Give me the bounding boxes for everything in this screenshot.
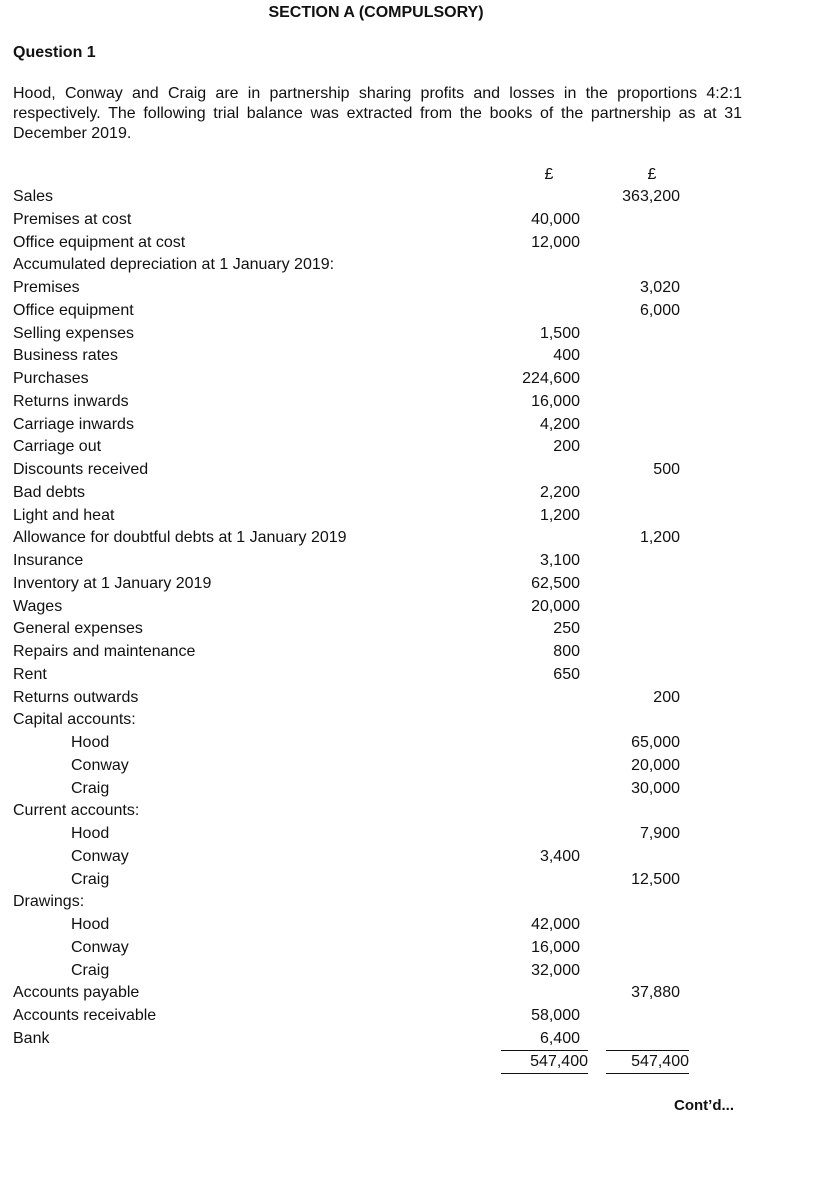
row-label: General expenses (13, 620, 143, 638)
debit-total: 547,400 (501, 1050, 588, 1074)
row-label: Business rates (13, 347, 118, 365)
row-debit: 3,100 (539, 552, 580, 569)
row-credit: 20,000 (631, 756, 680, 774)
trial-balance-row (13, 277, 703, 300)
row-debit: 224,600 (522, 370, 580, 387)
trial-balance-row (13, 550, 703, 573)
row-label: Carriage inwards (13, 415, 134, 433)
row-debit: 58,000 (531, 1007, 580, 1024)
row-credit: 363,200 (622, 188, 680, 205)
row-label: Office equipment at cost (13, 233, 186, 251)
trial-balance-row (13, 664, 703, 687)
trial-balance-row (13, 846, 703, 869)
row-label: Bank (13, 1029, 50, 1047)
trial-balance-row (13, 800, 703, 823)
row-credit: 1,200 (639, 529, 680, 547)
trial-balance-row (13, 937, 703, 960)
row-label: Conway (71, 938, 129, 956)
credit-total: 547,400 (606, 1050, 689, 1074)
trial-balance-row (13, 323, 703, 346)
trial-balance-row (13, 823, 703, 846)
trial-balance-row (13, 755, 703, 778)
trial-balance-row (13, 232, 703, 255)
row-credit: 500 (653, 461, 680, 478)
row-label: Light and heat (13, 506, 115, 524)
trial-balance-row (13, 914, 703, 937)
row-label: Craig (71, 870, 110, 888)
row-debit: 62,500 (531, 574, 580, 592)
row-label: Premises at cost (13, 210, 132, 228)
row-debit: 250 (553, 620, 580, 638)
trial-balance-row (13, 641, 703, 664)
row-credit: 6,000 (639, 301, 680, 319)
trial-balance-row (13, 209, 703, 232)
trial-balance-row (13, 778, 703, 801)
row-label: Capital accounts: (13, 711, 136, 729)
trial-balance-row (13, 368, 703, 391)
trial-balance-row (13, 414, 703, 437)
row-debit: 12,000 (531, 233, 580, 251)
trial-balance-row (13, 527, 703, 550)
row-label: Discounts received (13, 461, 149, 478)
row-label: Returns inwards (13, 392, 129, 410)
credit-column-header: £ (647, 166, 657, 183)
section-heading: SECTION A (COMPULSORY) (268, 4, 484, 21)
row-credit: 30,000 (631, 779, 680, 797)
row-label: Accounts payable (13, 984, 140, 1002)
trial-balance-row (13, 573, 703, 596)
row-label: Hood (71, 916, 110, 933)
row-debit: 16,000 (531, 938, 580, 956)
trial-balance-row (13, 687, 703, 710)
row-label: Craig (71, 961, 110, 979)
row-label: Hood (71, 825, 110, 842)
row-label: Office equipment (13, 301, 134, 319)
row-label: Bad debts (13, 483, 86, 501)
row-debit: 20,000 (531, 597, 580, 615)
row-label: Conway (71, 847, 129, 865)
row-label: Hood (71, 734, 110, 751)
trial-balance-row (13, 391, 703, 414)
row-credit: 200 (653, 688, 680, 706)
row-debit: 42,000 (531, 916, 580, 933)
row-debit: 6,400 (539, 1029, 580, 1047)
trial-balance-row (13, 709, 703, 732)
row-debit: 3,400 (539, 847, 580, 865)
trial-balance-row (13, 436, 703, 459)
row-label: Accumulated depreciation at 1 January 2019: (13, 256, 335, 274)
debit-column-header: £ (544, 166, 554, 183)
row-credit: 3,020 (639, 279, 680, 296)
row-label: Inventory at 1 January 2019 (13, 574, 212, 592)
row-label: Drawings: (13, 893, 85, 911)
row-credit: 7,900 (639, 825, 680, 842)
row-debit: 32,000 (531, 961, 580, 979)
row-debit: 400 (553, 347, 580, 365)
row-label: Carriage out (13, 438, 102, 456)
trial-balance-row (13, 618, 703, 641)
trial-balance-row (13, 982, 703, 1005)
trial-balance-row (13, 186, 703, 209)
trial-balance-row (13, 459, 703, 482)
row-label: Premises (13, 279, 80, 296)
continued-note: Cont’d... (674, 1097, 734, 1114)
row-debit: 16,000 (531, 392, 580, 410)
row-label: Purchases (13, 370, 89, 387)
row-credit: 12,500 (631, 870, 680, 888)
trial-balance-row (13, 1028, 703, 1051)
question-title: Question 1 (13, 44, 96, 61)
trial-balance-row (13, 891, 703, 914)
trial-balance-row (13, 732, 703, 755)
row-label: Accounts receivable (13, 1007, 157, 1024)
row-label: Sales (13, 188, 54, 205)
trial-balance-row (13, 300, 703, 323)
trial-balance-row (13, 596, 703, 619)
row-label: Conway (71, 756, 129, 774)
trial-balance-row (13, 1005, 703, 1028)
trial-balance-list (13, 186, 703, 1051)
row-label: Selling expenses (13, 324, 134, 342)
trial-balance-row (13, 869, 703, 892)
question-intro: Hood, Conway and Craig are in partnership sharing profits and losses in the proportions 4:2:1 respectively. The following trial balance was extracted from the books of the partnership as at 31 December 2019. (13, 85, 742, 142)
row-label: Rent (13, 665, 47, 683)
trial-balance-row (13, 960, 703, 983)
trial-balance-totals (13, 1050, 703, 1074)
row-label: Repairs and maintenance (13, 643, 196, 660)
row-debit: 200 (553, 438, 580, 456)
trial-balance-row (13, 345, 703, 368)
row-debit: 1,500 (539, 324, 580, 342)
row-label: Wages (13, 597, 63, 615)
row-credit: 65,000 (631, 734, 680, 751)
row-label: Current accounts: (13, 802, 140, 820)
row-debit: 4,200 (539, 415, 580, 433)
row-debit: 2,200 (539, 483, 580, 501)
row-debit: 800 (553, 643, 580, 660)
row-label: Craig (71, 779, 110, 797)
row-label: Insurance (13, 552, 84, 569)
row-debit: 1,200 (539, 506, 580, 524)
row-debit: 40,000 (531, 210, 580, 228)
row-debit: 650 (553, 665, 580, 683)
row-label: Returns outwards (13, 688, 139, 706)
trial-balance-row (13, 482, 703, 505)
trial-balance-row (13, 505, 703, 528)
trial-balance-row (13, 254, 703, 277)
row-credit: 37,880 (631, 984, 680, 1002)
row-label: Allowance for doubtful debts at 1 January 2019 (13, 529, 347, 547)
